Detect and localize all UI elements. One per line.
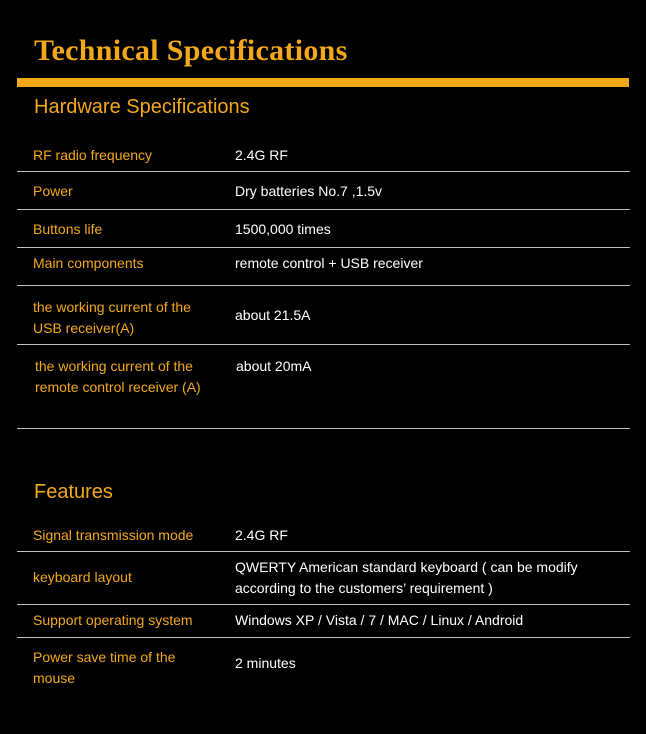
table-row [17,286,630,345]
spec-label: Power save time of the mouse [33,649,176,686]
table-row [17,638,630,698]
page-title: Technical Specifications [34,34,348,67]
spec-value: about 20mA [236,358,312,374]
spec-value: Windows XP / Vista / 7 / MAC / Linux / Android [235,612,524,628]
spec-label: Power [33,183,73,199]
title-underline-bar [17,78,629,87]
spec-label: the working current of the USB receiver(A) [33,299,191,336]
table-row [17,248,630,286]
table-row [17,136,630,172]
table-row [17,345,630,429]
table-row [17,172,630,210]
table-row [17,210,630,248]
table-row [17,605,630,638]
spec-value: 1500,000 times [235,221,331,237]
hardware-specifications-table [17,136,630,429]
spec-label: the working current of the remote control receiver (A) [35,358,201,395]
spec-value: Dry batteries No.7 ,1.5v [235,183,383,199]
spec-label: Main components [33,255,144,271]
spec-value: 2.4G RF [235,527,288,543]
spec-value: 2.4G RF [235,147,288,163]
spec-label: Support operating system [33,612,193,628]
features-heading: Features [34,481,113,503]
spec-label: Buttons life [33,221,103,237]
spec-value: about 21.5A [235,307,311,323]
table-row [17,517,630,552]
spec-label: Signal transmission mode [33,527,194,543]
spec-value: remote control + USB receiver [235,255,423,271]
spec-label: keyboard layout [33,569,132,585]
hardware-specifications-heading: Hardware Specifications [34,96,250,118]
spec-value: 2 minutes [235,655,296,671]
table-row [17,552,630,605]
spec-value: QWERTY American standard keyboard ( can be modify according to the customers’ requirement ) [235,559,578,596]
features-table [17,517,630,698]
spec-label: RF radio frequency [33,147,153,163]
